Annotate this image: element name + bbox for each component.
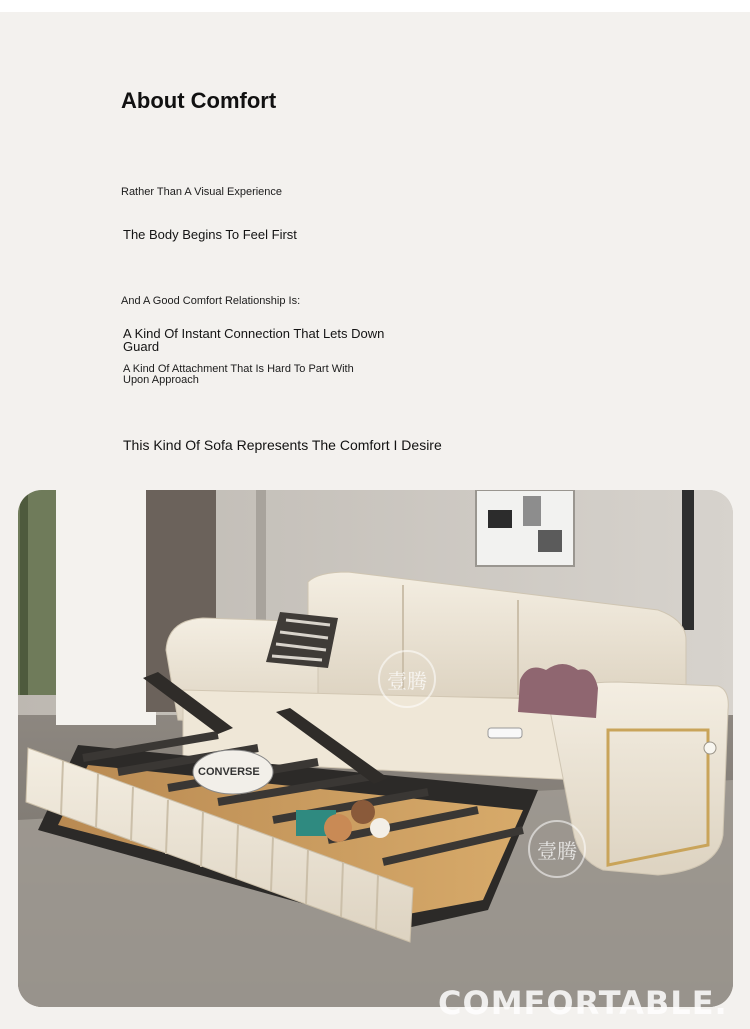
tree-trunk	[20, 490, 28, 695]
intro-text-block	[0, 0, 750, 480]
converse-label: CONVERSE	[198, 766, 260, 778]
mauve-pillow	[518, 664, 598, 718]
sofa-illustration	[18, 490, 733, 1007]
text-sofa-statement: This Kind Of Sofa Represents The Comfort I Desire	[123, 437, 442, 453]
plush-toy	[351, 800, 375, 824]
white-curtain	[56, 490, 156, 725]
text-attachment: A Kind Of Attachment That Is Hard To Part With Upon Approach	[123, 363, 354, 386]
comfortable-caption: COMFORTABLE.	[438, 984, 728, 1022]
wall-art-block	[538, 530, 562, 552]
text-body-feels-first: The Body Begins To Feel First	[123, 227, 297, 242]
brand-watermark-seal: 壹腾	[528, 820, 586, 878]
lamp-pole	[682, 490, 694, 630]
plush-toy	[324, 814, 352, 842]
text-good-comfort-relationship: And A Good Comfort Relationship Is:	[121, 295, 301, 307]
wall-art-block	[523, 496, 541, 526]
text-rather-than-visual: Rather Than A Visual Experience	[121, 186, 283, 198]
control-button	[704, 742, 716, 754]
wall-panel-edge	[256, 490, 266, 620]
remote-control	[488, 728, 522, 738]
text-instant-connection: A Kind Of Instant Connection That Lets Down Guard	[123, 326, 385, 354]
sofa-bed-photo	[18, 490, 733, 1007]
wall-art-block	[488, 510, 512, 528]
plush-toy	[370, 818, 390, 838]
page-title: About Comfort	[121, 88, 277, 113]
brand-watermark-seal: 壹腾	[378, 650, 436, 708]
